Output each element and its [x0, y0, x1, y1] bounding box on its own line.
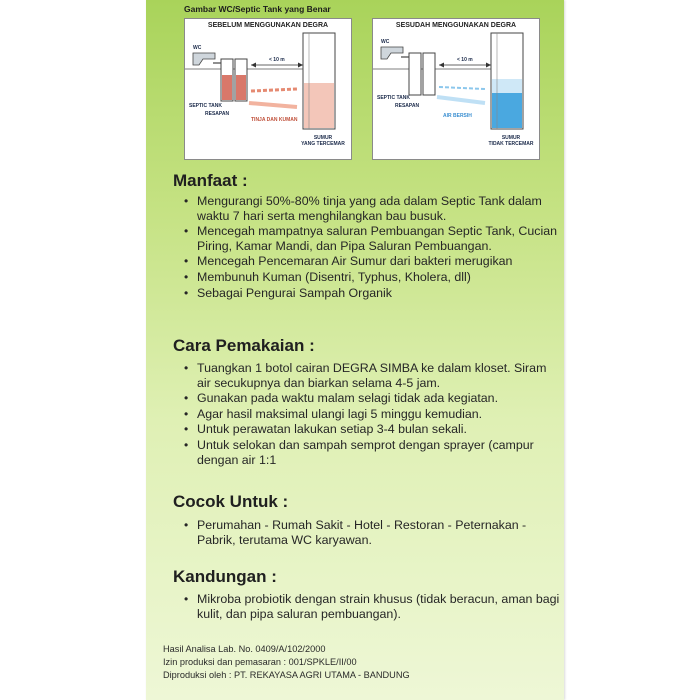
diagram-caption: Gambar WC/Septic Tank yang Benar [184, 4, 331, 14]
label-well-status: YANG TERCEMAR [301, 141, 345, 147]
list-kandungan [183, 592, 563, 622]
label-well-status: TIDAK TERCEMAR [488, 141, 534, 147]
list-item [183, 224, 563, 253]
label-resapan: RESAPAN [395, 103, 420, 109]
section-heading-cara-pemakaian: Cara Pemakaian : [173, 336, 315, 355]
bullet-icon: • [184, 422, 189, 437]
toilet-icon [381, 47, 403, 59]
list-item [183, 422, 563, 437]
label-distance: < 10 m [269, 57, 285, 63]
list-item [183, 286, 563, 301]
septic-chamber-2 [423, 53, 435, 95]
list-item [183, 407, 563, 422]
list-item-text: Untuk selokan dan sampah semprot dengan sprayer (campur dengan air 1:1 [197, 437, 534, 467]
list-cara-pemakaian [183, 361, 563, 468]
list-item-text: Gunakan pada waktu malam selagi tidak ada kegiatan. [197, 391, 499, 406]
label-wc: WC [381, 39, 390, 45]
list-item [183, 270, 563, 285]
bullet-icon: • [184, 254, 189, 269]
list-manfaat [183, 194, 563, 301]
list-item-text: Perumahan - Rumah Sakit - Hotel - Restoran - Peternakan - Pabrik, terutama WC karyawan. [197, 518, 527, 547]
list-item [183, 391, 563, 406]
list-item-text: Mikroba probiotik dengan strain khusus (tidak beracun, aman bagi kulit, dan pipa saluran pembuangan). [197, 592, 560, 621]
diagram-after-panel [372, 18, 540, 160]
label-well [299, 135, 347, 147]
list-item-text: Mencegah Pencemaran Air Sumur dari bakteri merugikan [197, 254, 513, 269]
list-item [183, 194, 563, 223]
list-item-text: Untuk perawatan lakukan setiap 3-4 bulan sekali. [197, 422, 468, 437]
bullet-icon: • [184, 406, 189, 421]
septic-fill-1 [222, 75, 232, 100]
product-leaflet [146, 0, 564, 700]
bullet-icon: • [184, 361, 189, 375]
panel-title-after: SESUDAH MENGGUNAKAN DEGRA [395, 22, 517, 29]
label-septic-tank: SEPTIC TANK [189, 103, 222, 109]
bullet-icon: • [184, 194, 189, 208]
list-item [183, 592, 563, 621]
bullet-icon: • [184, 269, 189, 284]
list-item [183, 254, 563, 269]
footer-lab-analysis: Hasil Analisa Lab. No. 0409/A/102/2000 [163, 644, 326, 654]
list-item [183, 438, 563, 467]
bullet-icon: • [184, 437, 189, 452]
list-item-text: Sebagai Pengurai Sampah Organik [197, 285, 392, 300]
toilet-icon [193, 53, 215, 65]
label-resapan: RESAPAN [205, 111, 230, 117]
septic-chamber-1 [409, 53, 421, 95]
bullet-icon: • [184, 391, 189, 406]
panel-title-before: SEBELUM MENGGUNAKAN DEGRA [207, 22, 329, 29]
section-heading-kandungan: Kandungan : [173, 567, 277, 586]
list-item [183, 518, 563, 547]
contamination-flow [249, 103, 297, 107]
section-heading-manfaat: Manfaat : [173, 171, 248, 190]
clean-flow [437, 97, 485, 103]
bullet-icon: • [184, 224, 189, 239]
bullet-icon: • [184, 592, 189, 606]
label-distance: < 10 m [457, 57, 473, 63]
label-well [487, 135, 535, 147]
label-contaminant: TINJA DAN KUMAN [251, 117, 298, 123]
label-well-name: SUMUR [313, 135, 333, 141]
footer-manufacturer: Diproduksi oleh : PT. REKAYASA AGRI UTAMA - BANDUNG [163, 670, 410, 680]
list-item-text: Mencegah mampatnya saluran Pembuangan Septic Tank, Cucian Piring, Kamar Mandi, dan Pipa Saluran Pembuangan. [197, 224, 558, 253]
label-well-name: SUMUR [501, 135, 521, 141]
list-item-text: Tuangkan 1 botol cairan DEGRA SIMBA ke dalam kloset. Siram air secukupnya dan biarkan selama 4-5 jam. [197, 361, 547, 390]
list-item-text: Agar hasil maksimal ulangi lagi 5 minggu kemudian. [197, 406, 483, 421]
section-heading-cocok-untuk: Cocok Untuk : [173, 492, 289, 511]
bullet-icon: • [184, 518, 189, 532]
contamination-arrow [251, 89, 297, 91]
septic-fill-2 [236, 75, 246, 100]
diagram-before-panel [184, 18, 352, 160]
list-item-text: Mengurangi 50%-80% tinja yang ada dalam Septic Tank dalam waktu 7 hari serta menghilangkan bau busuk. [197, 194, 542, 223]
footer-production-permit: Izin produksi dan pemasaran : 001/SPKLE/II/00 [163, 657, 357, 667]
label-wc: WC [193, 45, 202, 51]
clean-arrow [439, 87, 485, 89]
list-item-text: Membunuh Kuman (Disentri, Typhus, Kholera, dll) [197, 269, 471, 284]
well-water-dirty [304, 83, 334, 128]
label-clean-water: AIR BERSIH [443, 113, 472, 119]
label-septic-tank: SEPTIC TANK [377, 95, 410, 101]
list-cocok-untuk [183, 518, 563, 548]
bullet-icon: • [184, 285, 189, 300]
list-item [183, 361, 563, 390]
